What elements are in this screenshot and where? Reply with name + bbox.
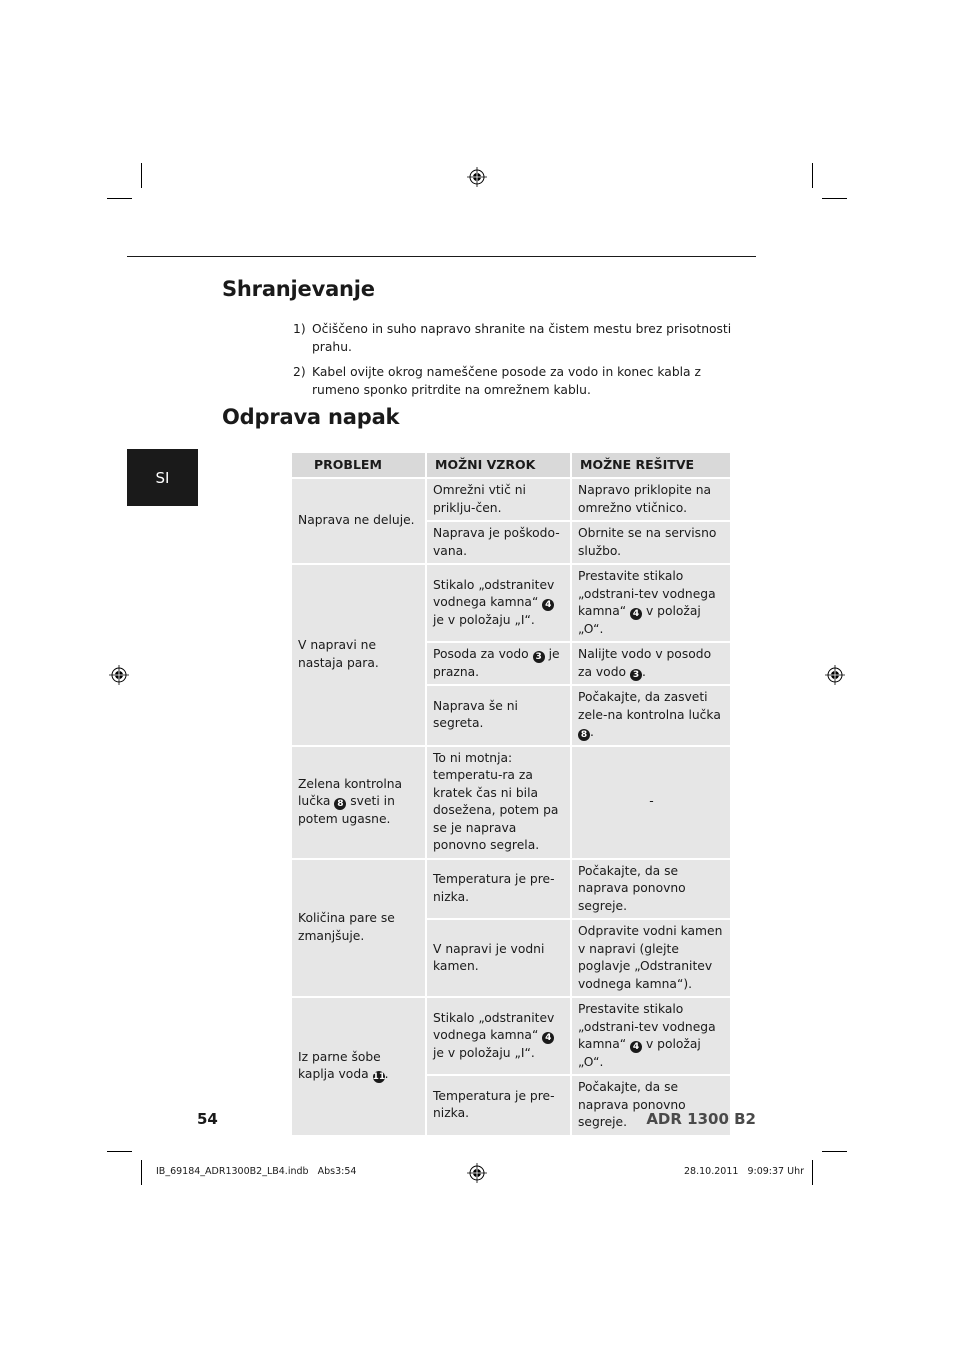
cell-text: v položaj „O“. — [578, 1037, 701, 1069]
cause-cell: To ni motnja: temperatu-ra za kratek čas ni bila dosežena, potem pa se je naprava ponovno segrela. — [426, 746, 571, 859]
part-number-badge: 4 — [630, 608, 642, 620]
header-rule — [127, 256, 756, 257]
cell-text: Posoda za vodo — [433, 647, 529, 661]
column-header-cause: MOŽNI VZROK — [426, 452, 571, 478]
solution-cell — [571, 642, 731, 685]
crop-mark — [107, 198, 132, 199]
step-number: 2) — [293, 365, 306, 379]
crop-mark — [107, 1151, 132, 1152]
cell-text: je prazna. — [433, 647, 560, 679]
cause-cell — [426, 997, 571, 1075]
table-row — [291, 859, 731, 920]
table-header-row — [291, 452, 731, 478]
crop-mark — [822, 198, 847, 199]
cell-text: Prestavite stikalo „odstrani-tev vodnega kamna“ — [578, 1002, 716, 1051]
part-number-badge: 3 — [533, 651, 545, 663]
column-header-solution: MOŽNE REŠITVE — [571, 452, 731, 478]
cell-text: v položaj „O“. — [578, 604, 701, 636]
cell-text: je v položaju „I“. — [433, 612, 535, 627]
problem-cell: Naprava ne deluje. — [291, 478, 426, 564]
imprint-file: IB_69184_ADR1300B2_LB4.indb Abs3:54 — [156, 1166, 357, 1177]
cell-text: . — [641, 664, 646, 679]
model-name: ADR 1300 B2 — [646, 1110, 756, 1128]
cell-text: Iz parne šobe kaplja voda — [298, 1049, 381, 1082]
cell-text: Prestavite stikalo „odstrani-tev vodnega kamna“ — [578, 569, 716, 618]
cell-text: Nalijte vodo v posodo za vodo — [578, 647, 712, 679]
cell-text: sveti in potem ugasne. — [298, 794, 395, 826]
part-number-badge: 4 — [542, 599, 554, 611]
cell-text: . — [384, 1067, 389, 1082]
solution-cell — [571, 564, 731, 642]
solution-cell: Napravo priklopite na omrežno vtičnico. — [571, 478, 731, 521]
solution-cell: Počakajte, da se naprava ponovno segreje. — [571, 859, 731, 920]
crop-mark — [141, 163, 142, 188]
problem-cell: Količina pare se zmanjšuje. — [291, 859, 426, 998]
registration-mark-icon — [825, 665, 845, 685]
cell-text: . — [590, 725, 594, 739]
step-text: Očiščeno in suho napravo shranite na čistem mestu brez prisotnosti prahu. — [312, 322, 732, 354]
step-text: Kabel ovijte okrog nameščene posode za vodo in konec kabla z rumeno sponko pritrdite na omrežnem kablu. — [312, 365, 701, 397]
cause-cell: V napravi je vodni kamen. — [426, 919, 571, 997]
list-item — [293, 364, 733, 399]
section-title-storage: Shranjevanje — [222, 277, 375, 301]
imprint-date: 28.10.2011 9:09:37 Uhr — [684, 1166, 804, 1177]
cause-cell: Temperatura je pre-nizka. — [426, 1075, 571, 1136]
problem-cell — [291, 997, 426, 1136]
cell-text: Počakajte, da zasveti zele-na kontrolna lučka — [578, 690, 721, 722]
solution-cell — [571, 997, 731, 1075]
cell-text: je v položaju „I“. — [433, 1045, 535, 1060]
page-number: 54 — [197, 1110, 218, 1128]
part-number-badge: 4 — [630, 1041, 642, 1053]
crop-mark — [141, 1160, 142, 1185]
crop-mark — [822, 1151, 847, 1152]
table-row — [291, 746, 731, 859]
table-row — [291, 478, 731, 521]
cell-text: Stikalo „odstranitev vodnega kamna“ — [433, 577, 555, 610]
list-item — [293, 321, 733, 356]
problem-cell — [291, 746, 426, 859]
part-number-badge: 4 — [542, 1032, 554, 1044]
crop-mark — [812, 163, 813, 188]
part-number-badge: 11 — [372, 1072, 386, 1083]
registration-mark-icon — [109, 665, 129, 685]
registration-mark-icon — [467, 1163, 487, 1183]
solution-cell: Počakajte, da se naprava ponovno segreje. — [571, 1075, 731, 1136]
storage-steps — [293, 321, 733, 407]
part-number-badge: 8 — [334, 798, 346, 810]
crop-mark — [812, 1160, 813, 1185]
solution-cell: - — [571, 746, 731, 859]
registration-mark-icon — [467, 167, 487, 187]
column-header-problem: PROBLEM — [291, 452, 426, 478]
section-title-troubleshooting: Odprava napak — [222, 405, 400, 429]
solution-cell: Obrnite se na servisno službo. — [571, 521, 731, 564]
cell-text: Zelena kontrolna lučka — [298, 776, 403, 809]
solution-cell — [571, 685, 731, 746]
cause-cell — [426, 564, 571, 642]
part-number-badge: 3 — [630, 669, 642, 681]
cause-cell: Omrežni vtič ni priklju-čen. — [426, 478, 571, 521]
language-tab: SI — [127, 449, 198, 506]
cause-cell: Temperatura je pre-nizka. — [426, 859, 571, 920]
cause-cell: Naprava še ni segreta. — [426, 685, 571, 746]
solution-cell: Odpravite vodni kamen v napravi (glejte poglavje „Odstranitev vodnega kamna“). — [571, 919, 731, 997]
cell-text: Stikalo „odstranitev vodnega kamna“ — [433, 1010, 555, 1043]
table-row — [291, 564, 731, 642]
table-row — [291, 997, 731, 1075]
cause-cell — [426, 642, 571, 685]
troubleshooting-table — [290, 451, 732, 1137]
problem-cell: V napravi ne nastaja para. — [291, 564, 426, 746]
step-number: 1) — [293, 322, 306, 336]
part-number-badge: 8 — [578, 729, 590, 741]
cause-cell: Naprava je poškodo-vana. — [426, 521, 571, 564]
